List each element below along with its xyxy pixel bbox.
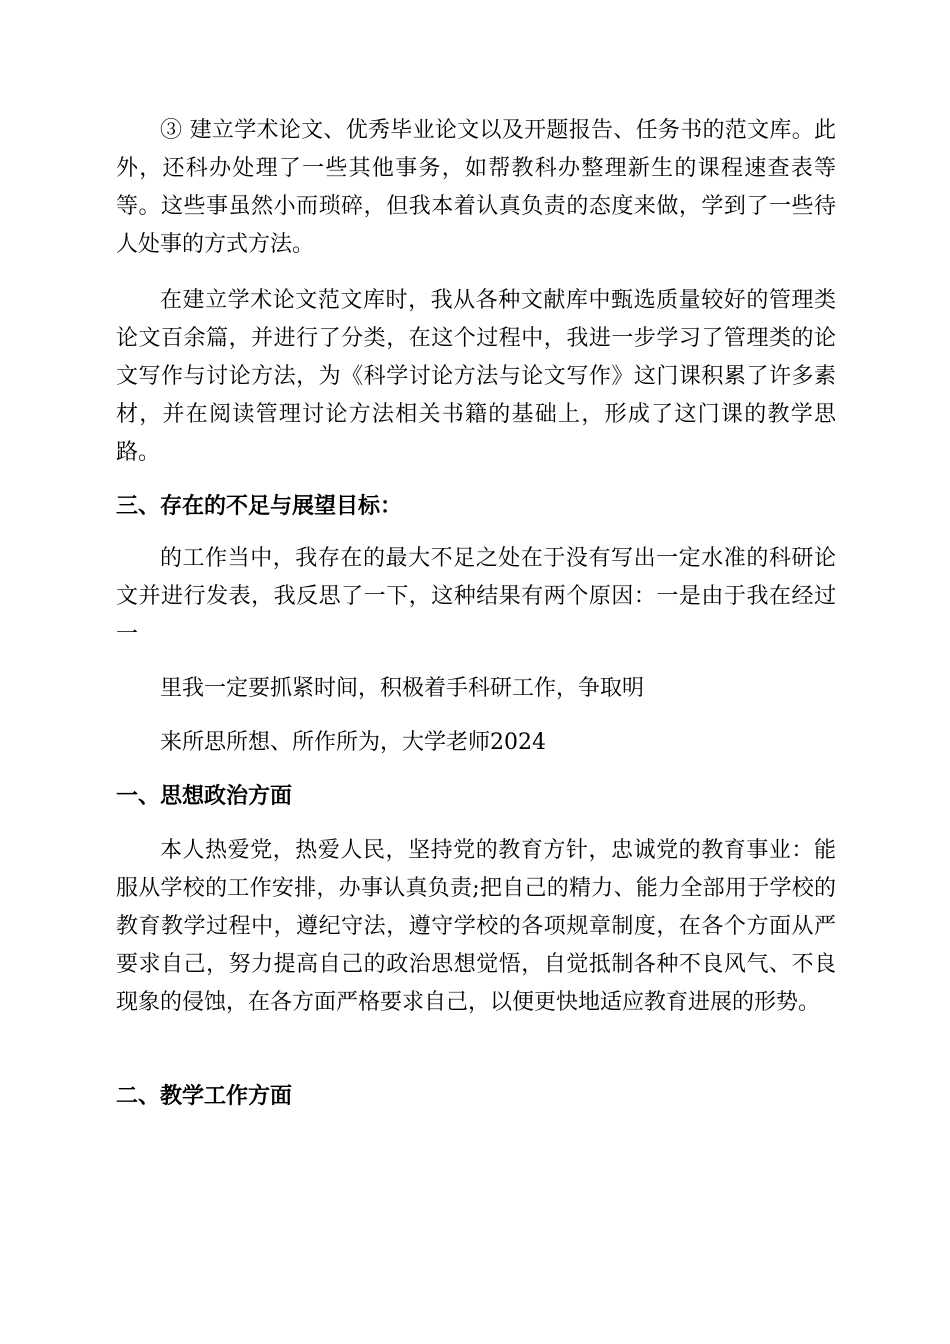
paragraph-research-plan: 里我一定要抓紧时间，积极着手科研工作，争取明 [160, 676, 645, 701]
heading-teaching-work: 二、教学工作方面 [116, 1084, 293, 1109]
paragraph-shortcomings: 的工作当中，我存在的最大不足之处在于没有写出一定水准的科研论文并进行发表，我反思了一下，这种结果有两个原因：一是由于我在经过一 [116, 546, 836, 647]
paragraph-reflection: 来所思所想、所作所为，大学老师2024 [160, 730, 546, 755]
heading-shortcomings: 三、存在的不足与展望目标： [116, 494, 403, 519]
paragraph-sample-library: ③ 建立学术论文、优秀毕业论文以及开题报告、任务书的范文库。此外，还科办处理了一些其他事务，如帮教科办整理新生的课程速查表等等。这些事虽然小而琐碎，但我本着认真负责的态度来做，学到了一些待人处事的方式方法。 [116, 118, 836, 257]
paragraph-political-thought: 本人热爱党，热爱人民，坚持党的教育方针，忠诚党的教育事业：能服从学校的工作安排，办事认真负责;把自己的精力、能力全部用于学校的教育教学过程中，遵纪守法，遵守学校的各项规章制度，在各个方面从严要求自己，努力提高自己的政治思想觉悟，自觉抵制各种不良风气、不良现象的侵蚀，在各方面严格要求自己，以便更快地适应教育进展的形势。 [116, 838, 836, 1015]
paragraph-paper-library: 在建立学术论文范文库时，我从各种文献库中甄选质量较好的管理类论文百余篇，并进行了分类，在这个过程中，我进一步学习了管理类的论文写作与讨论方法，为《科学讨论方法与论文写作》这门课积累了许多素材，并在阅读管理讨论方法相关书籍的基础上，形成了这门课的教学思路。 [116, 288, 836, 465]
heading-political-thought: 一、思想政治方面 [116, 784, 293, 809]
